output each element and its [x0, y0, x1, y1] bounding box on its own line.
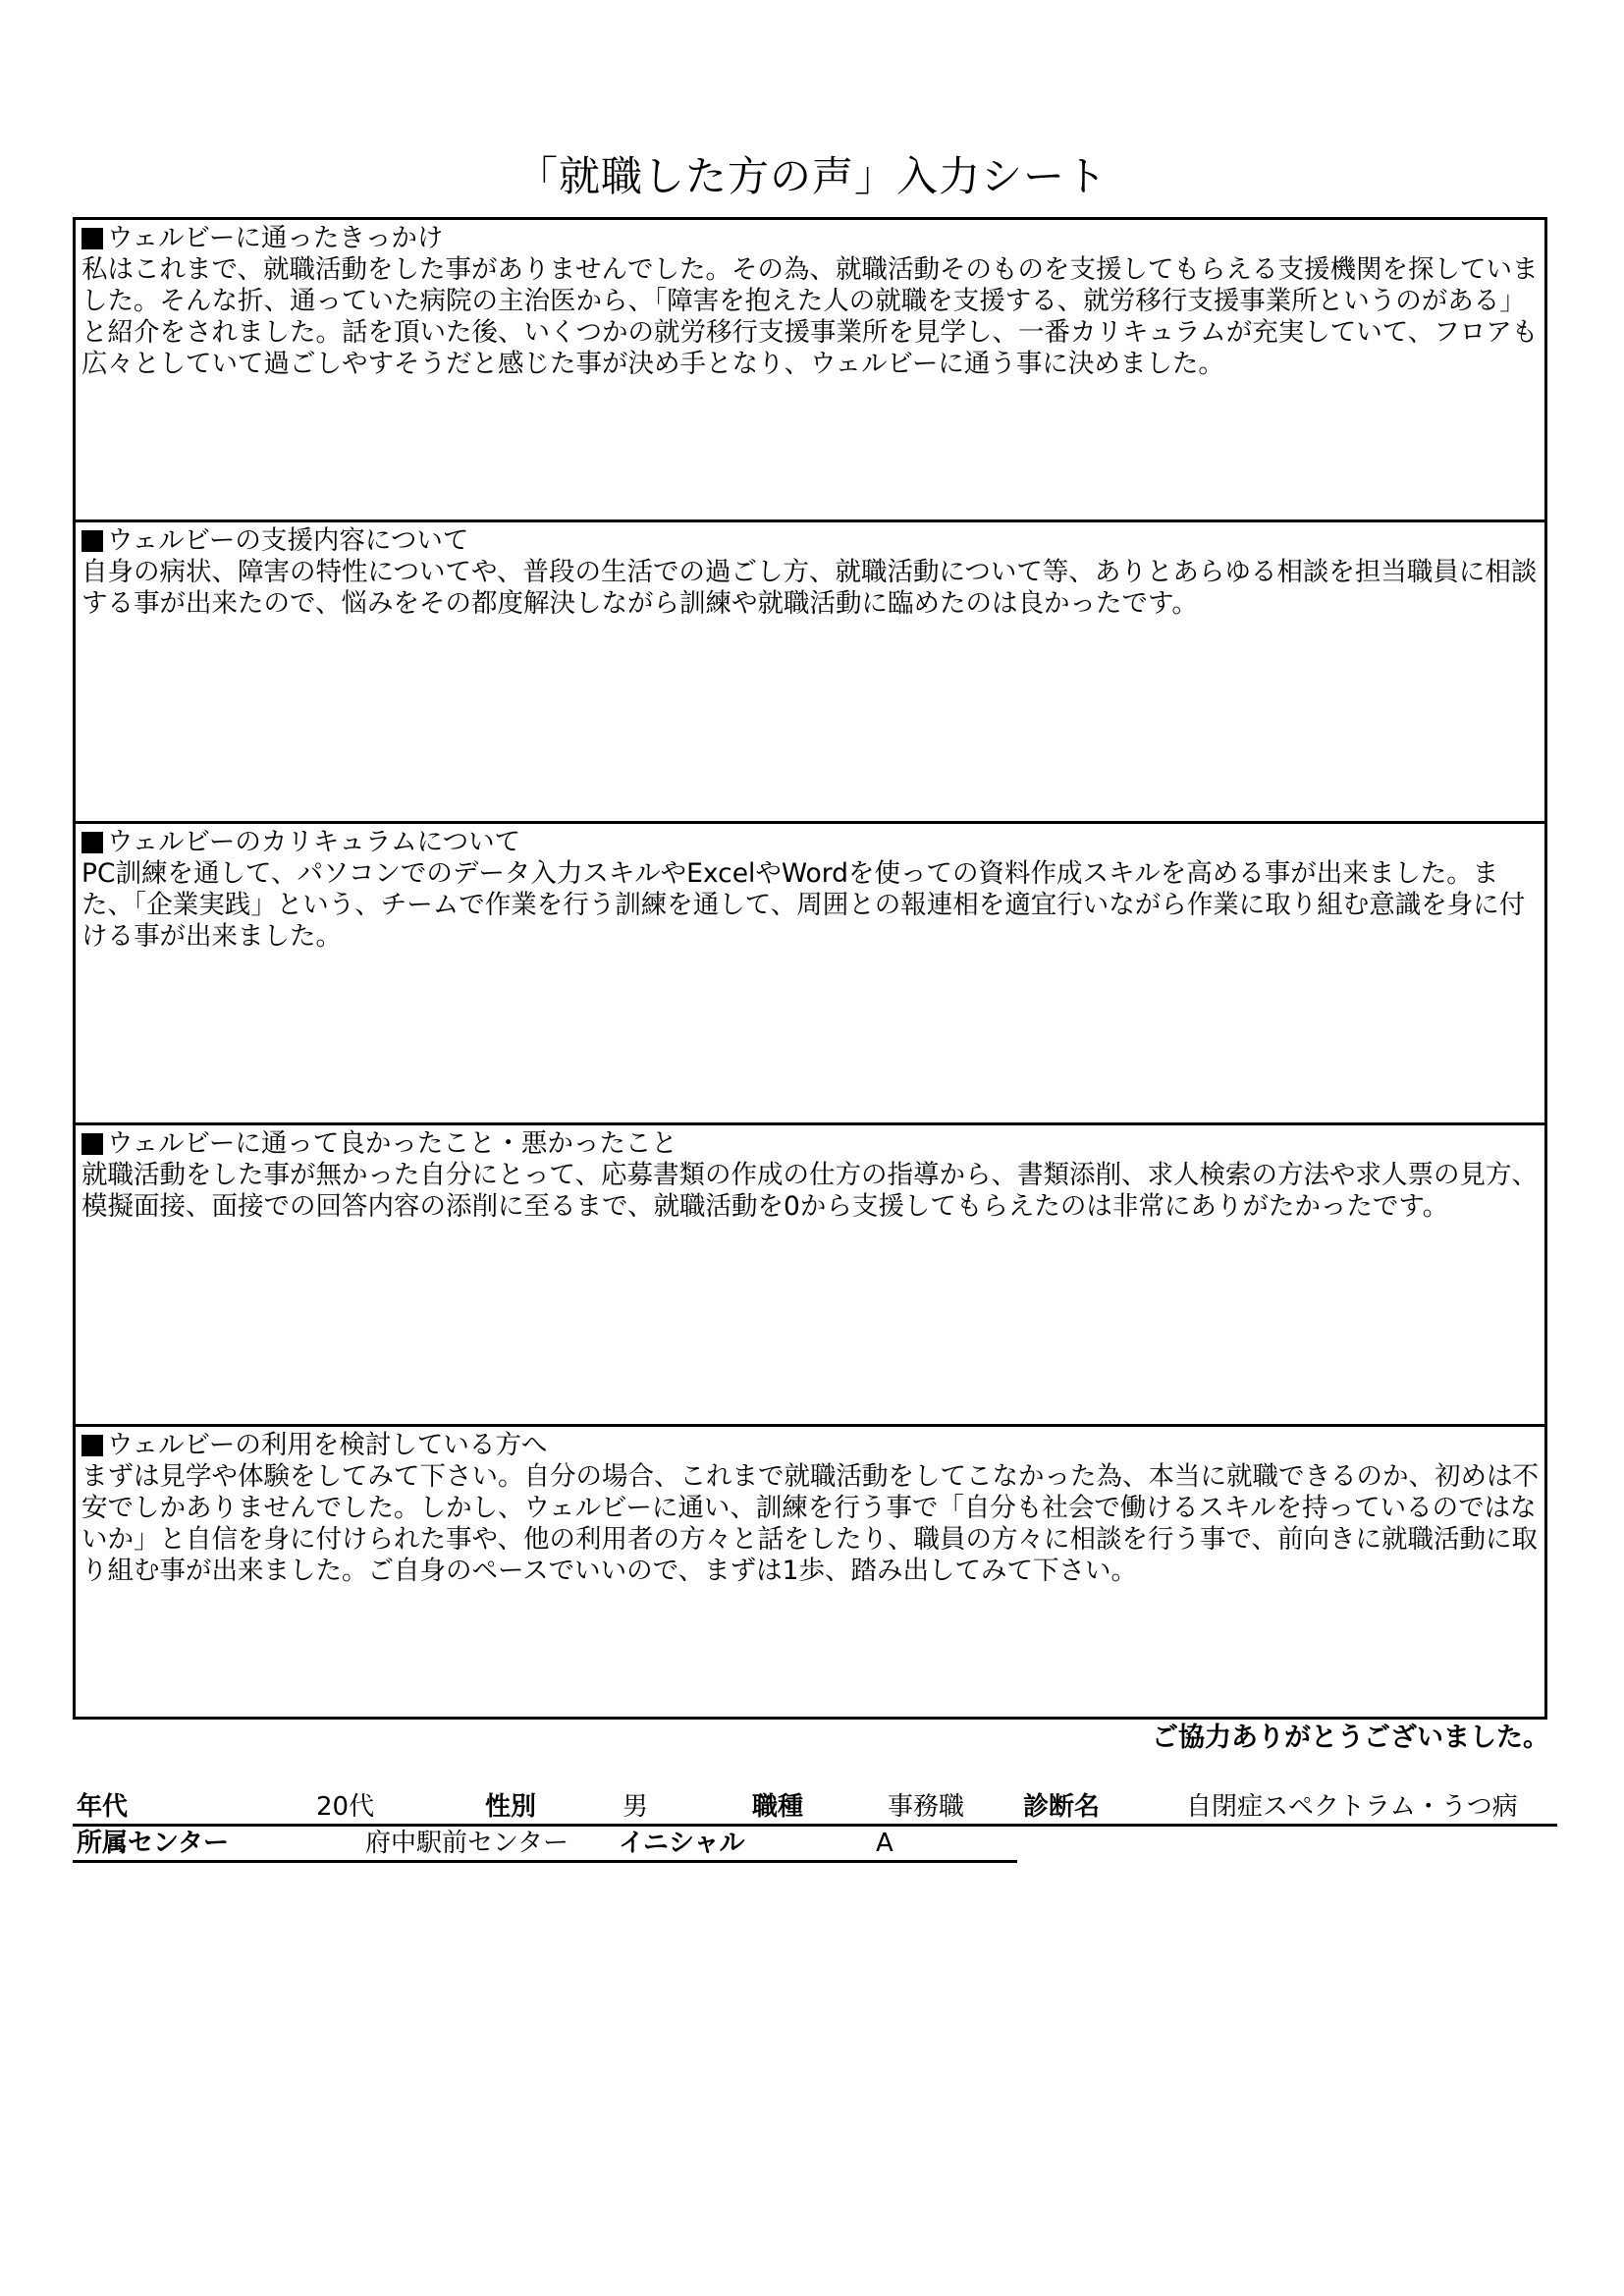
diagnosis-value: 自閉症スペクトラム・うつ病	[1186, 1792, 1518, 1822]
section-body: 就職活動をした事が無かった自分にとって、応募書類の作成の仕方の指導から、書類添削、求人検索の方法や求人票の見方、模擬面接、面接での回答内容の添削に至るまで、就職活動を0から支援してもらえたのは非常にありがたかったです。	[81, 1160, 1538, 1222]
gender-label: 性別	[485, 1792, 537, 1822]
diagnosis-label: 診断名	[1023, 1792, 1101, 1822]
section-reason	[76, 220, 1544, 522]
age-value: 20代	[316, 1792, 375, 1822]
section-heading: ウェルビーに通ったきっかけ	[107, 223, 444, 253]
square-bullet-icon	[81, 832, 103, 853]
square-bullet-icon	[81, 530, 103, 552]
section-heading: ウェルビーの支援内容について	[107, 525, 469, 556]
initial-value: A	[876, 1829, 893, 1858]
gender-value: 男	[623, 1792, 649, 1822]
job-value: 事務職	[888, 1792, 965, 1822]
square-bullet-icon	[81, 1435, 103, 1456]
job-label: 職種	[752, 1792, 804, 1822]
feedback-sheet	[73, 217, 1547, 1720]
section-heading: ウェルビーの利用を検討している方へ	[107, 1430, 548, 1460]
section-good-bad	[76, 1125, 1544, 1427]
center-value: 府中駅前センター	[365, 1829, 568, 1858]
section-body: 私はこれまで、就職活動をした事がありませんでした。その為、就職活動そのものを支援してもらえる支援機関を探していました。そんな折、通っていた病院の主治医から、「障害を抱えた人の就職を支援する、就労移行支援事業所というのがある」と紹介をされました。話を頂いた後、いくつかの就労移行支援事業所を見学し、一番カリキュラムが充実していて、フロアも広々としていて過ごしやすそうだと感じた事が決め手となり、ウェルビーに通う事に決めました。	[81, 254, 1539, 379]
section-heading: ウェルビーに通って良かったこと・悪かったこと	[107, 1128, 677, 1159]
section-body: 自身の病状、障害の特性についてや、普段の生活での過ごし方、就職活動について等、ありとあらゆる相談を担当職員に相談する事が出来たので、悩みをその都度解決しながら訓練や就職活動に臨めたのは良かったです。	[81, 557, 1538, 619]
section-body: PC訓練を通して、パソコンでのデータ入力スキルやExcelやWordを使っての資料作成スキルを高める事が出来ました。また、「企業実践」という、チームで作業を行う訓練を通して、周囲との報連相を適宜行いながら作業に取り組む意識を身に付ける事が出来ました。	[81, 858, 1526, 952]
initial-label: イニシャル	[619, 1829, 745, 1858]
square-bullet-icon	[81, 228, 103, 249]
square-bullet-icon	[81, 1133, 103, 1155]
section-support	[76, 522, 1544, 824]
section-curriculum	[76, 824, 1544, 1125]
page-title: 「就職した方の声」入力シート	[515, 152, 1108, 200]
info-row-1	[73, 1790, 1557, 1827]
thanks-message: ご協力ありがとうございました。	[1152, 1722, 1549, 1753]
section-message	[76, 1427, 1544, 1717]
section-body: まずは見学や体験をしてみて下さい。自分の場合、これまで就職活動をしてこなかった為、本当に就職できるのか、初めは不安でしかありませんでした。しかし、ウェルビーに通い、訓練を行う事で「自分も社会で働けるスキルを持っているのではないか」と自信を身に付けられた事や、他の利用者の方々と話をしたり、職員の方々に相談を行う事で、前向きに就職活動に取り組む事が出来ました。ご自身のペースでいいので、まずは1歩、踏み出してみて下さい。	[81, 1461, 1539, 1586]
center-label: 所属センター	[77, 1829, 229, 1858]
age-label: 年代	[77, 1792, 129, 1822]
section-heading: ウェルビーのカリキュラムについて	[107, 827, 521, 857]
info-row-2	[73, 1827, 1017, 1863]
